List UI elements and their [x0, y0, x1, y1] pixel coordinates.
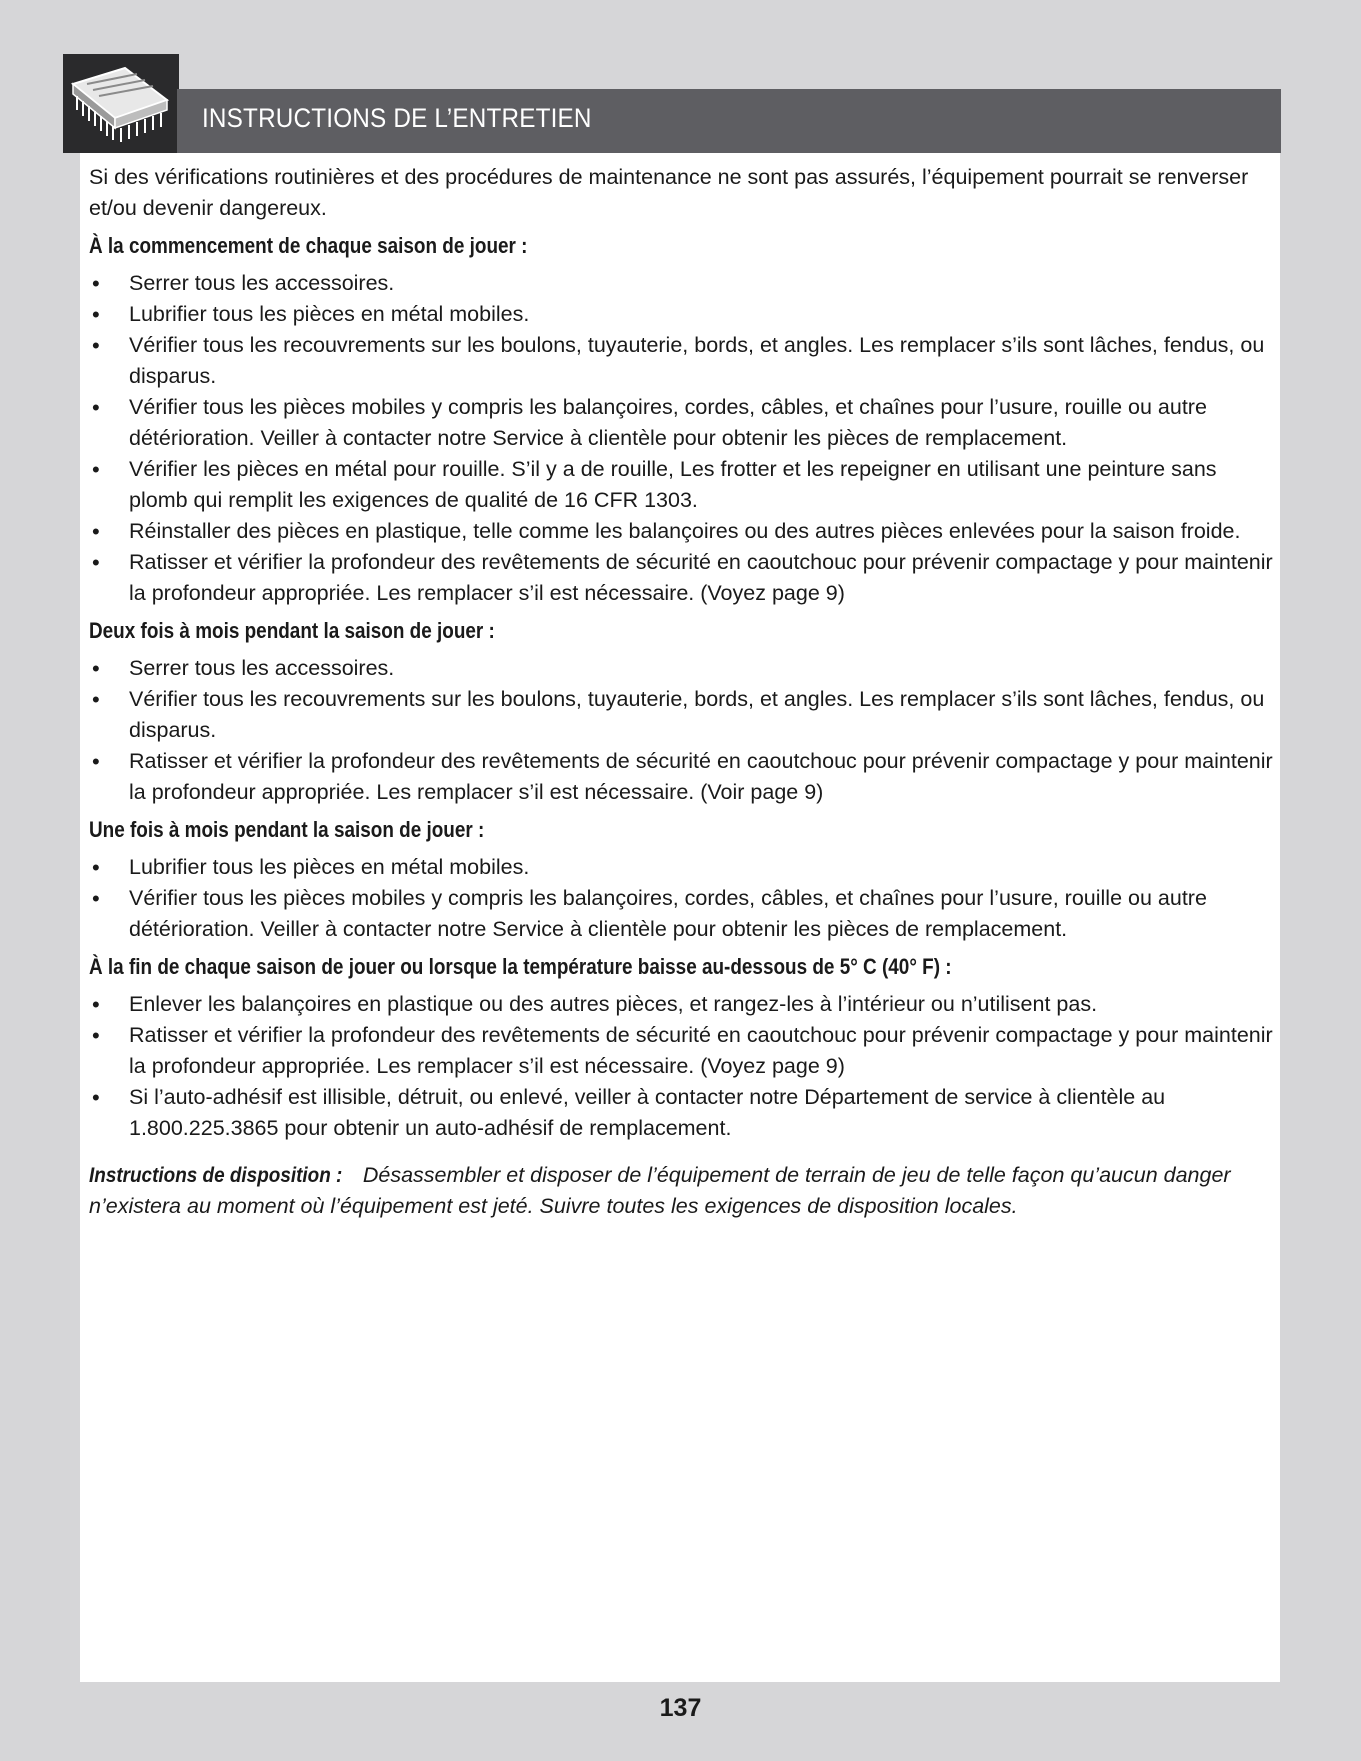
- bullet-list: [89, 268, 1279, 609]
- list-item: • Si l’auto-adhésif est illisible, détruit, ou enlevé, veiller à contacter notre Département de service à clientèle au 1.800.225.3865 pour obtenir un auto-adhésif de remplacement.: [89, 1082, 1279, 1144]
- list-item: • Vérifier tous les recouvrements sur les boulons, tuyauterie, bords, et angles. Les remplacer s’ils sont lâches, fendus, ou disparus.: [89, 330, 1279, 392]
- main-content: [89, 162, 1279, 1244]
- section-heading: À la commencement de chaque saison de jouer :: [89, 233, 528, 258]
- list-item: • Ratisser et vérifier la profondeur des revêtements de sécurité en caoutchouc pour prévenir compactage y pour maintenir la profondeur appropriée. Les remplacer s’il est nécessaire. (Voyez page 9): [89, 547, 1279, 609]
- list-item: • Lubrifier tous les pièces en métal mobiles.: [89, 852, 1279, 883]
- section-twice-monthly: [89, 615, 1279, 808]
- page-title: INSTRUCTIONS DE L’ENTRETIEN: [202, 103, 592, 133]
- disposal-instructions: [89, 1160, 1279, 1222]
- disposal-label: Instructions de disposition :: [89, 1163, 343, 1187]
- list-item: • Ratisser et vérifier la profondeur des revêtements de sécurité en caoutchouc pour prévenir compactage y pour maintenir la profondeur appropriée. Les remplacer s’il est nécessaire. (Voyez page 9): [89, 1020, 1279, 1082]
- bullet-list: [89, 653, 1279, 808]
- intro-paragraph: Si des vérifications routinières et des procédures de maintenance ne sont pas assurés, l’équipement pourrait se renverser et/ou devenir dangereux.: [89, 165, 1249, 220]
- bullet-list: [89, 852, 1279, 945]
- list-item: • Lubrifier tous les pièces en métal mobiles.: [89, 299, 1279, 330]
- section-end-season: [89, 951, 1279, 1144]
- list-item: • Ratisser et vérifier la profondeur des revêtements de sécurité en caoutchouc pour prévenir compactage y pour maintenir la profondeur appropriée. Les remplacer s’il est nécessaire. (Voir page 9): [89, 746, 1279, 808]
- list-item: • Enlever les balançoires en plastique ou des autres pièces, et rangez-les à l’intérieur ou n’utilisent pas.: [89, 989, 1279, 1020]
- list-item: • Serrer tous les accessoires.: [89, 268, 1279, 299]
- list-item: • Vérifier les pièces en métal pour rouille. S’il y a de rouille, Les frotter et les repeigner en utilisant une peinture sans plomb qui remplit les exigences de qualité de 16 CFR 1303.: [89, 454, 1279, 516]
- list-item: • Réinstaller des pièces en plastique, telle comme les balançoires ou des autres pièces enlevées pour la saison froide.: [89, 516, 1279, 547]
- list-item: • Vérifier tous les recouvrements sur les boulons, tuyauterie, bords, et angles. Les remplacer s’ils sont lâches, fendus, ou disparus.: [89, 684, 1279, 746]
- scrub-brush-icon: [63, 54, 179, 153]
- page-number: 137: [659, 1694, 702, 1722]
- list-item: • Serrer tous les accessoires.: [89, 653, 1279, 684]
- disposal-text: Désassembler et disposer de l’équipement de terrain de jeu de telle façon qu’aucun danger n’existera au moment où l’équipement est jeté. Suivre toutes les exigences de disposition locales.: [89, 1163, 1231, 1218]
- list-item: • Vérifier tous les pièces mobiles y compris les balançoires, cordes, câbles, et chaînes pour l’usure, rouille ou autre détérioration. Veiller à contacter notre Service à clientèle pour obtenir les pièces de remplacement.: [89, 392, 1279, 454]
- bullet-list: [89, 989, 1279, 1144]
- section-start-season: [89, 230, 1279, 609]
- section-once-monthly: [89, 814, 1279, 945]
- list-item: • Vérifier tous les pièces mobiles y compris les balançoires, cordes, câbles, et chaînes pour l’usure, rouille ou autre détérioration. Veiller à contacter notre Service à clientèle pour obtenir les pièces de remplacement.: [89, 883, 1279, 945]
- section-heading: À la fin de chaque saison de jouer ou lorsque la température baisse au-dessous de 5° C (40° F) :: [89, 954, 952, 979]
- section-heading: Deux fois à mois pendant la saison de jouer :: [89, 618, 495, 643]
- section-heading: Une fois à mois pendant la saison de jouer :: [89, 817, 485, 842]
